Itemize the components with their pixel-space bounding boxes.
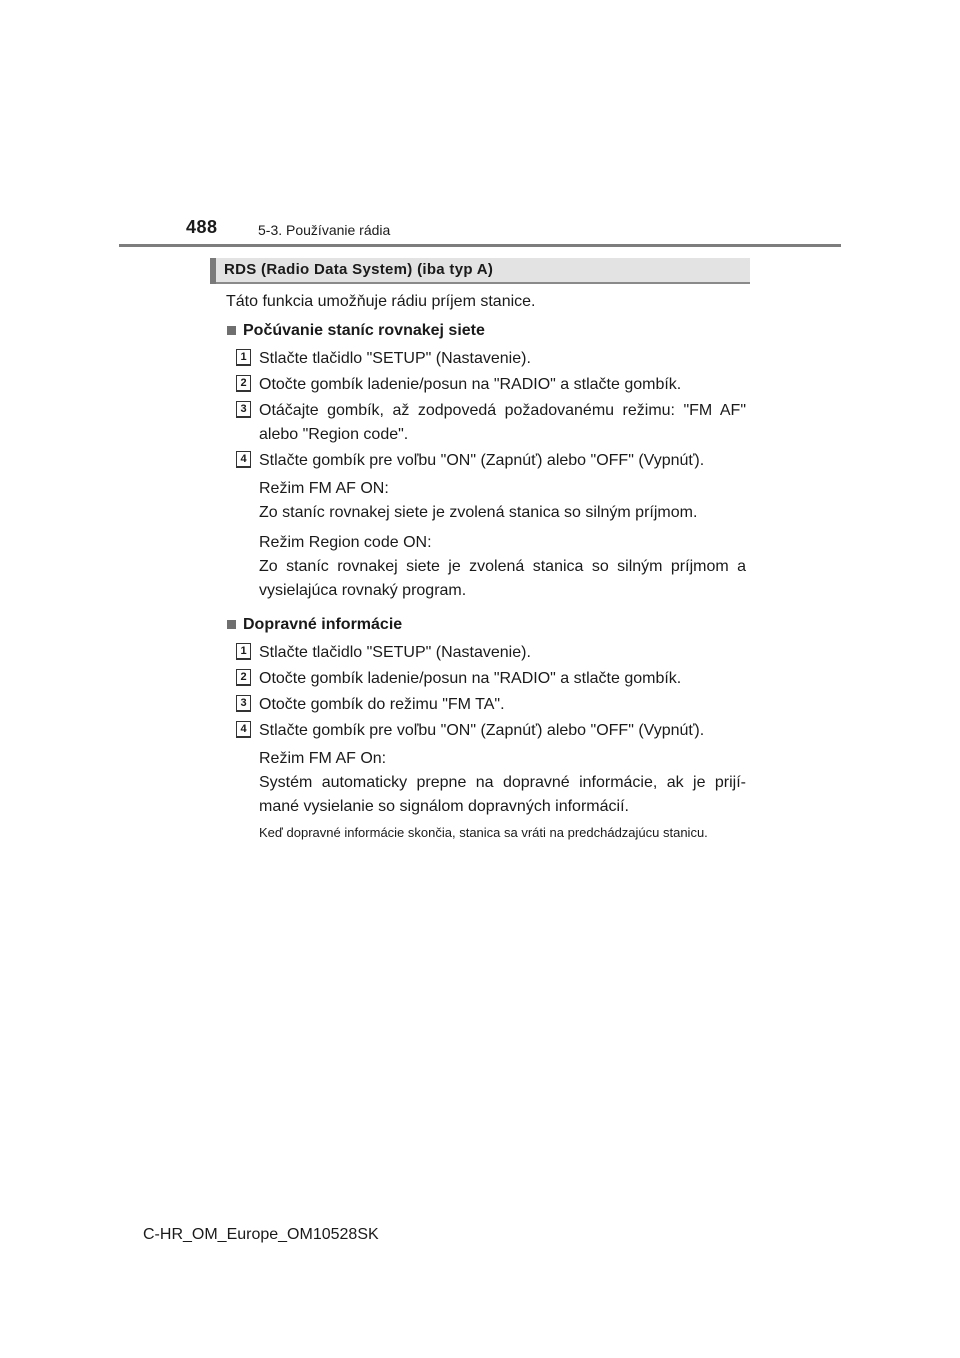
step-number-icon: 3 [236,695,251,712]
square-bullet-icon [227,620,236,629]
small-note: Keď dopravné informácie skončia, stanica sa vráti na predchádzajúcu stanicu. [259,825,708,840]
square-bullet-icon [227,326,236,335]
step-text: Otočte gombík ladenie/posun na "RADIO" a stlačte gombík. [259,376,682,393]
mode-note [226,531,746,603]
step-1 [226,641,746,665]
step-3 [226,693,746,717]
step-3 [226,399,746,447]
step-text: Stlačte gombík pre voľbu "ON" (Zapnúť) alebo "OFF" (Vypnúť). [259,722,705,739]
step-text: Otočte gombík do režimu "FM TA". [259,696,505,713]
page-number: 488 [186,217,218,237]
mode-note-text: Systém automaticky prepne na dopravné informácie, ak je prijí-mané vysielanie so signálom dopravných informácií. [259,774,746,815]
subheading-traffic-info [226,613,746,637]
subheading-same-network [226,319,746,343]
step-number-icon: 2 [236,375,251,392]
step-text: Otáčajte gombík, až zodpovedá požadovanému režimu: "FM AF" alebo "Region code". [259,402,746,443]
subheading-text: Dopravné informácie [243,616,403,633]
step-4 [226,719,746,743]
running-head: 5-3. Používanie rádia [258,222,391,238]
subheading-text: Počúvanie staníc rovnakej siete [243,322,485,339]
step-1 [226,347,746,371]
mode-note-text: Zo staníc rovnakej siete je zvolená stanica so silným príjmom a vysielajúca rovnaký program. [259,558,746,599]
step-text: Otočte gombík ladenie/posun na "RADIO" a stlačte gombík. [259,670,682,687]
section-header-bar [210,258,216,284]
step-4 [226,449,746,473]
header-rule [119,244,841,247]
step-number-icon: 4 [236,721,251,738]
step-2 [226,667,746,691]
mode-note-label: Režim Region code ON: [259,534,432,551]
step-number-icon: 4 [236,451,251,468]
step-text: Stlačte gombík pre voľbu "ON" (Zapnúť) alebo "OFF" (Vypnúť). [259,452,705,469]
step-text: Stlačte tlačidlo "SETUP" (Nastavenie). [259,644,531,661]
mode-note-label: Režim FM AF ON: [259,480,389,497]
mode-note [226,747,746,819]
step-number-icon: 2 [236,669,251,686]
mode-note-label: Režim FM AF On: [259,750,387,767]
step-2 [226,373,746,397]
footer-doc-code: C-HR_OM_Europe_OM10528SK [143,1226,379,1243]
step-number-icon: 1 [236,349,251,366]
mode-note [226,477,746,525]
intro-text: Táto funkcia umožňuje rádiu príjem stanice. [226,293,536,310]
step-number-icon: 3 [236,401,251,418]
step-number-icon: 1 [236,643,251,660]
step-text: Stlačte tlačidlo "SETUP" (Nastavenie). [259,350,531,367]
content [226,290,746,841]
mode-note-text: Zo staníc rovnakej siete je zvolená stanica so silným príjmom. [259,504,698,521]
section-header [210,258,750,284]
section-title: RDS (Radio Data System) (iba typ A) [224,261,494,278]
